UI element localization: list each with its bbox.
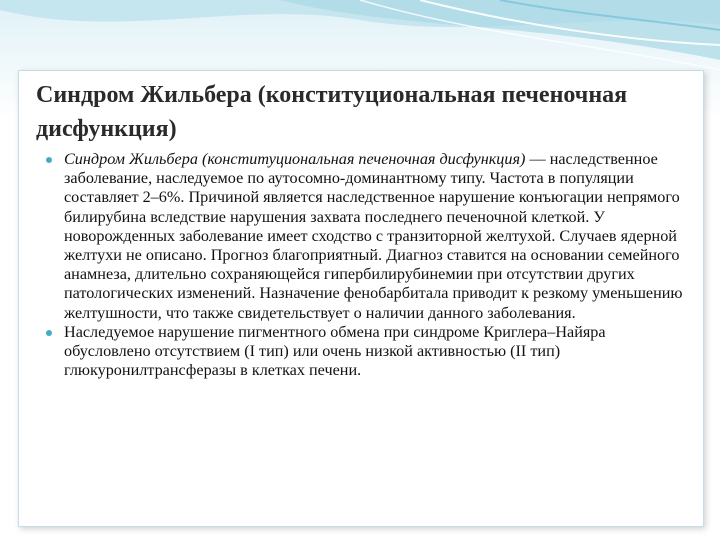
bullet-dot-icon — [46, 330, 52, 336]
decorative-waves — [0, 0, 720, 80]
bullet-item — [44, 323, 684, 381]
bullet-item — [44, 150, 684, 323]
bullet-lead: Синдром Жильбера (конституциональная печеночная дисфункция) — [64, 150, 526, 168]
slide-title: Синдром Жильбера (конституциональная печеночная дисфункция) — [36, 82, 628, 142]
bullet-dot-icon — [46, 157, 52, 163]
bullet-list — [44, 150, 684, 380]
bullet-text: Наследуемое нарушение пигментного обмена при синдроме Криглера–Найяра обусловлено отсутствием (I тип) или очень низкой активностью (II тип) глюкуронилтрансферазы в клетках печени. — [64, 322, 606, 380]
bullet-text: — наследственное заболевание, наследуемое по аутосомно-доминантному типу. Частота в популяции составляет 2–6%. Причиной является наследственное нарушение конъюгации непрямого билирубина вследствие нарушения захвата последнего печеночной клеткой. У новорожденных заболевание имеет сходство с транзиторной желтухой. Случаев ядерной желтухи не описано. Прогноз благоприятный. Диагноз ставится на основании семейного анамнеза, длительно сохраняющейся гипербилирубинемии при отсутствии других патологических изменений. Назначение фенобарбитала приводит к резкому уменьшению желтушности, что также свидетельствует о наличии данного заболевания. — [64, 150, 683, 322]
